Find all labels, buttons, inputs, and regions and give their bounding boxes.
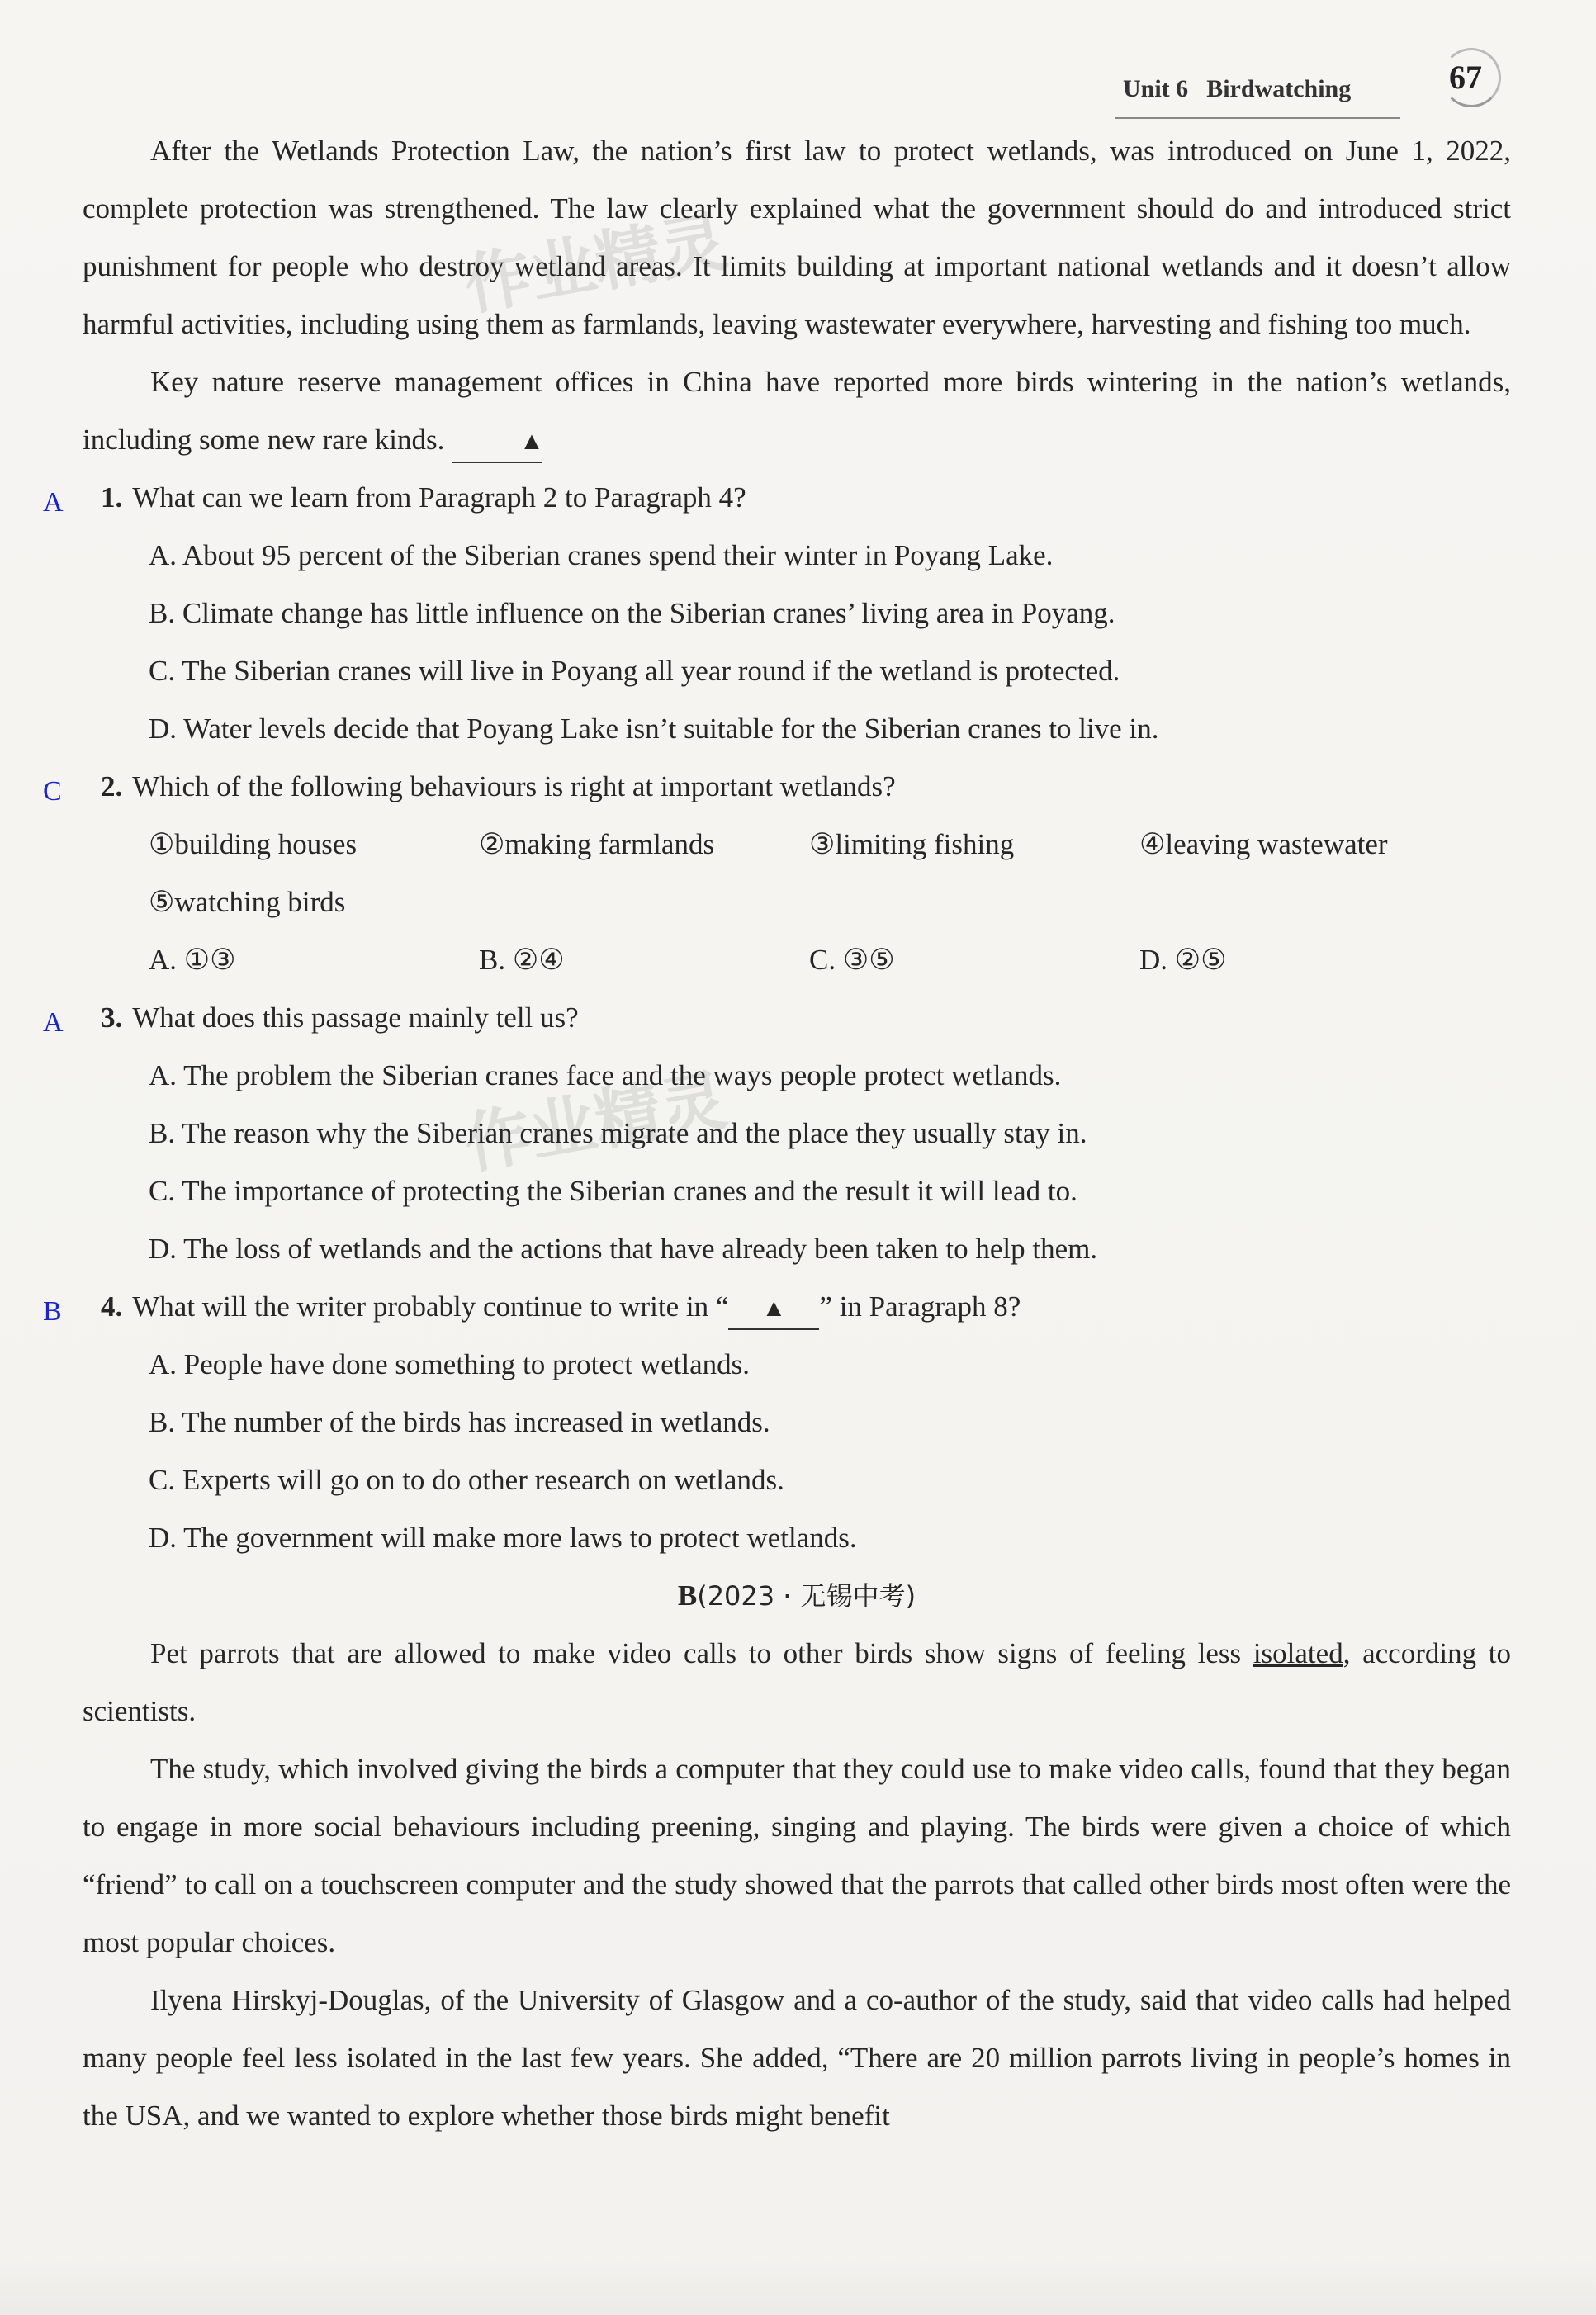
option-c: C. ③⑤ [809,944,895,976]
option-b: B. ②④ [479,944,565,976]
option-d: D. The loss of wetlands and the actions that have already been taken to help them. [149,1233,1098,1265]
page-edge-shadow [0,2257,1596,2315]
paragraph-text: Key nature reserve management offices in China have reported more birds wintering in the nation’s wetlands, including some new rare kinds. [83,366,1511,456]
option-a: A. The problem the Siberian cranes face and the ways people protect wetlands. [149,1059,1062,1091]
question-3 [43,989,1511,1047]
option-a: A. About 95 percent of the Siberian cranes spend their winter in Poyang Lake. [149,539,1054,571]
handwritten-answer: A [43,1007,64,1038]
question-number: 4. [101,1290,123,1323]
paragraph-researcher: Ilyena Hirskyj-Douglas, of the University of Glasgow and a co-author of the study, said that video calls had helped many people feel less isolated in the last few years. She added, “There are 20 million parrots living in people’s homes in the USA, and we wanted to explore whether those birds might benefit [83,1984,1511,2132]
handwritten-answer: A [43,487,64,518]
unit-title: Birdwatching [1206,75,1352,102]
page-number: 67 [1437,40,1494,114]
option-b: B. The reason why the Siberian cranes migrate and the place they usually stay in. [149,1117,1087,1149]
question-number: 2. [101,770,123,802]
triangle-icon: ▲ [519,428,544,455]
answer-blank [728,1287,819,1330]
option-b: B. The number of the birds has increased in wetlands. [149,1406,770,1438]
answer-blank [452,420,542,463]
underlined-word: isolated [1253,1637,1343,1669]
item-3: ③limiting fishing [809,828,1015,860]
option-c: C. Experts will go on to do other research on wetlands. [149,1464,784,1496]
paragraph-study: The study, which involved giving the birds a computer that they could use to make video calls, found that they began to engage in more social behaviours including preening, singing and playing. The birds were given a choice of which “friend” to call on a touchscreen computer and the study showed that the parrots that called other birds most often were the most popular choices. [83,1753,1511,1958]
option-d: D. The government will make more laws to protect wetlands. [149,1522,857,1554]
unit-label: Unit 6 [1123,75,1189,102]
option-d: D. Water levels decide that Poyang Lake isn’t suitable for the Siberian cranes to live in. [149,712,1159,745]
paragraph-wetlands-law: After the Wetlands Protection Law, the nation’s first law to protect wetlands, was introduced on June 1, 2022, complete protection was strengthened. The law clearly explained what the government should do and introduced strict punishment for people who destroy wetland areas. It limits building at important national wetlands and it doesn’t allow harmful activities, including using them as farmlands, leaving wastewater everywhere, harvesting and fishing too much. [83,135,1511,340]
question-text: Which of the following behaviours is right at important wetlands? [132,770,896,802]
handwritten-answer: B [43,1296,62,1327]
option-c: C. The importance of protecting the Siberian cranes and the result it will lead to. [149,1175,1077,1207]
handwritten-answer: C [43,776,62,807]
question-text: What does this passage mainly tell us? [132,1001,579,1034]
item-1: ①building houses [149,828,358,860]
option-b: B. Climate change has little influence on the Siberian cranes’ living area in Poyang. [149,597,1115,629]
paragraph-birds-wintering [83,353,1511,469]
question-1 [43,469,1511,527]
watermark-logo: 作业精灵 [458,1061,732,1183]
behaviour-items [83,816,1511,873]
item-5: ⑤watching birds [149,886,346,918]
item-4: ④leaving wastewater [1139,828,1388,860]
section-b-title [83,1567,1511,1625]
question-number: 3. [101,1001,123,1034]
question-number: 1. [101,481,123,514]
option-a: A. People have done something to protect wetlands. [149,1348,751,1380]
triangle-icon: ▲ [761,1295,787,1322]
question-2-options [83,931,1511,989]
question-2 [43,758,1511,816]
header-rule [1115,117,1400,119]
behaviour-items-row2 [83,873,1511,931]
option-c: C. The Siberian cranes will live in Poyang all year round if the wetland is protected. [149,655,1120,687]
question-4 [43,1278,1511,1336]
question-text: What can we learn from Paragraph 2 to Paragraph 4? [132,481,746,514]
item-2: ②making farmlands [479,828,715,860]
question-text-before: What will the writer probably continue to write in “ [132,1290,729,1323]
question-text-after: ” in Paragraph 8? [819,1290,1021,1323]
section-label: B [677,1579,698,1612]
page-header [1123,58,1482,114]
paragraph-text: Pet parrots that are allowed to make video calls to other birds show signs of feeling less [150,1637,1253,1669]
option-d: D. ②⑤ [1139,944,1227,976]
paragraph-parrots-intro [83,1625,1511,1740]
page-content [43,122,1511,2145]
option-a: A. ①③ [149,944,236,976]
watermark-logo: 作业精灵 [458,202,732,324]
paragraph-text: , according to scientists. [83,1637,1511,1727]
section-source: (2023 · 无锡中考) [697,1580,916,1612]
